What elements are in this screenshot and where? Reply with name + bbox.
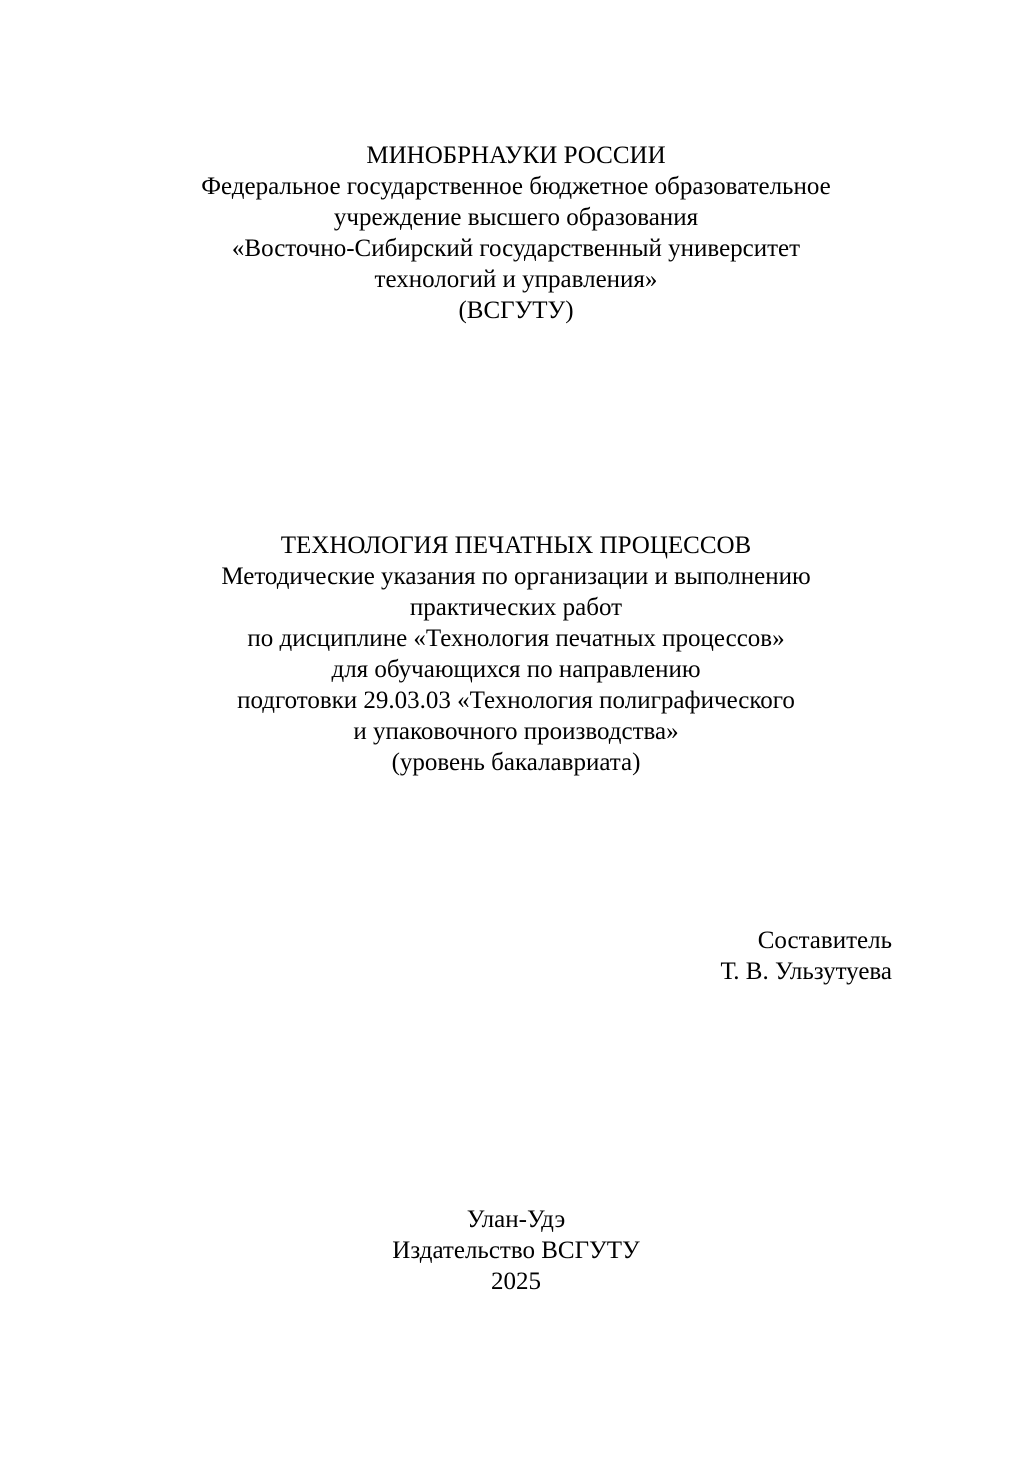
- publication-city: Улан-Удэ: [466, 1206, 566, 1233]
- subtitle-line-3: по дисциплине «Технология печатных процессов»: [247, 625, 785, 652]
- subtitle-line-5: подготовки 29.03.03 «Технология полиграфического: [237, 687, 795, 714]
- document-title: ТЕХНОЛОГИЯ ПЕЧАТНЫХ ПРОЦЕССОВ: [280, 532, 752, 559]
- footer-block: [0, 1204, 1032, 1297]
- subtitle-line-2: практических работ: [409, 594, 623, 621]
- university-abbreviation: (ВСГУТУ): [458, 297, 574, 324]
- institution-line-2: учреждение высшего образования: [333, 204, 699, 231]
- university-line-1: «Восточно-Сибирский государственный университет: [231, 235, 801, 262]
- subtitle-line-6: и упаковочного производства»: [353, 718, 679, 745]
- publication-year: 2025: [491, 1268, 541, 1295]
- header-block: [0, 140, 1032, 326]
- subtitle-line-1: Методические указания по организации и выполнению: [221, 563, 811, 590]
- publisher-name: Издательство ВСГУТУ: [392, 1237, 640, 1264]
- ministry-name: МИНОБРНАУКИ РОССИИ: [366, 142, 666, 169]
- subtitle-line-4: для обучающихся по направлению: [331, 656, 701, 683]
- author-block: [721, 925, 892, 987]
- title-block: [0, 530, 1032, 778]
- subtitle-line-7: (уровень бакалавриата): [391, 749, 641, 776]
- author-name: Т. В. Ульзутуева: [720, 958, 892, 985]
- author-label: Составитель: [757, 927, 892, 954]
- university-line-2: технологий и управления»: [374, 266, 658, 293]
- institution-line-1: Федеральное государственное бюджетное образовательное: [201, 173, 831, 200]
